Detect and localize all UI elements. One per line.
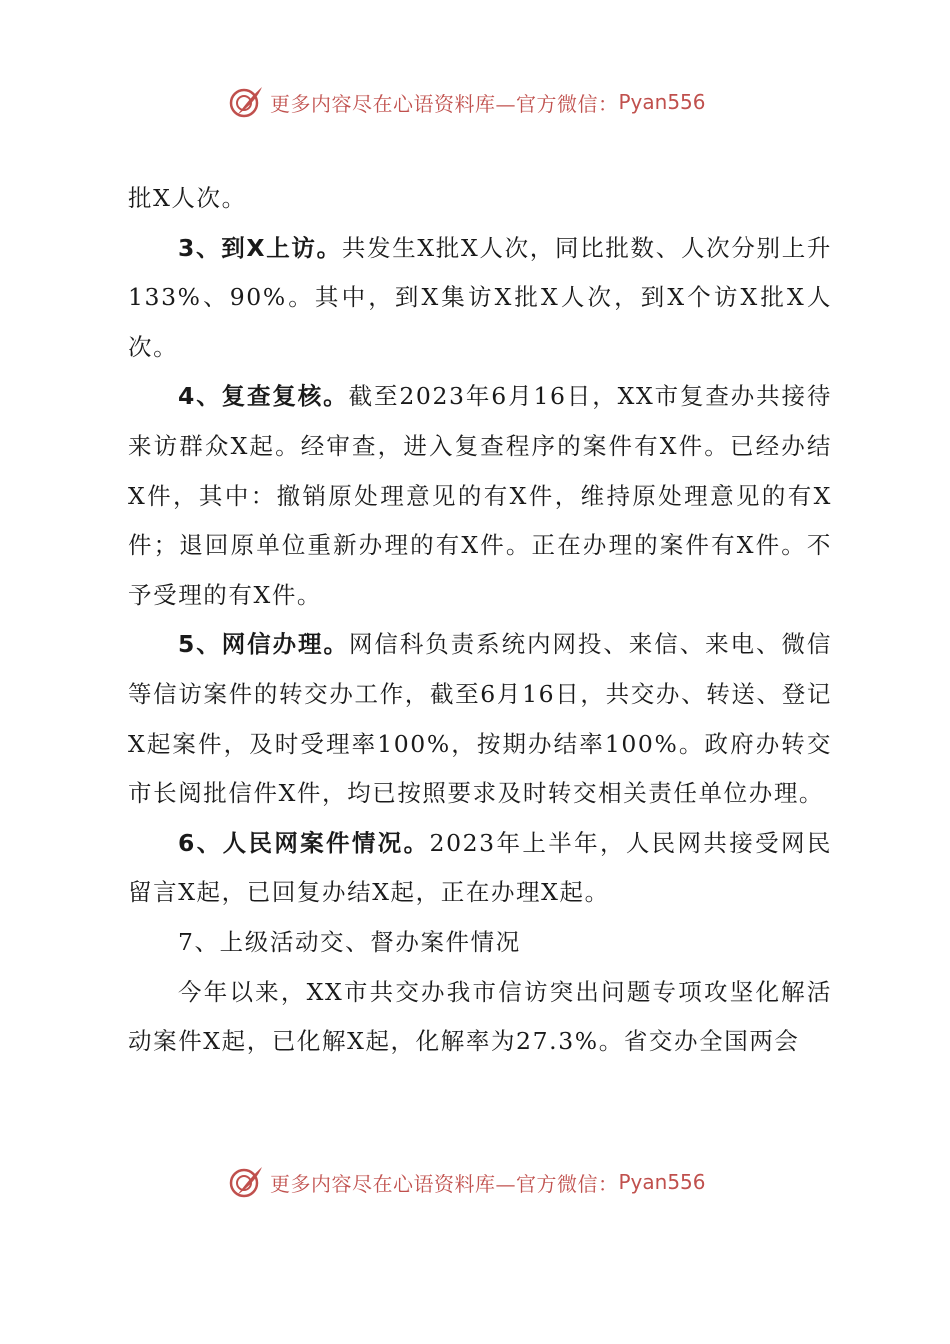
- footer-watermark-banner: [228, 1162, 728, 1202]
- banner-account: Pyan556: [618, 1170, 706, 1194]
- paragraph-body: 网信科负责系统内网投、来信、来电、微信等信访案件的转交办工作，截至6月16日，共交办、转送、登记X起案件，及时受理率100%，按期办结率100%。政府办转交市长阅批信件X件，均已按照要求及时转交相关责任单位办理。: [128, 630, 832, 808]
- paragraph-body: 7、上级活动交、督办案件情况: [178, 927, 521, 956]
- paragraph-body: 共发生X批X人次，同比批数、人次分别上升133%、90%。其中，到X集访X批X人次，到X个访X批X人次。: [128, 233, 832, 361]
- paragraph-review: [128, 372, 832, 620]
- paragraph-heading: 3、到X上访。: [178, 233, 342, 262]
- header-watermark-banner: [228, 82, 728, 122]
- paragraph-heading: 6、人民网案件情况。: [178, 828, 430, 857]
- paragraph-body: 2023年上半年，人民网共接受网民留言X起，已回复办结X起，正在办理X起。: [128, 828, 832, 907]
- paragraph-visits: [128, 224, 832, 373]
- feather-logo-icon: [228, 84, 264, 120]
- paragraph-heading: 5、网信办理。: [178, 630, 349, 659]
- paragraph-heading: 4、复查复核。: [178, 382, 349, 411]
- banner-text: 更多内容尽在心语资料库—官方微信：: [270, 91, 619, 116]
- banner-text: 更多内容尽在心语资料库—官方微信：: [270, 1171, 619, 1196]
- paragraph-section-7-title: [128, 918, 832, 968]
- paragraph-online: [128, 620, 832, 818]
- paragraph-section-7-body: [128, 968, 832, 1067]
- paragraph-continuation: [128, 174, 832, 224]
- document-body: [128, 174, 832, 1067]
- paragraph-people-net: [128, 819, 832, 918]
- paragraph-body: 截至2023年6月16日，XX市复查办共接待来访群众X起。经审查，进入复查程序的案件有X件。已经办结X件，其中：撤销原处理意见的有X件，维持原处理意见的有X件；退回原单位重新办理的有X件。正在办理的案件有X件。不予受理的有X件。: [128, 382, 832, 609]
- banner-account: Pyan556: [618, 90, 706, 114]
- paragraph-body: 今年以来，XX市共交办我市信访突出问题专项攻坚化解活动案件X起，已化解X起，化解率为27.3%。省交办全国两会: [128, 977, 832, 1056]
- feather-logo-icon: [228, 1164, 264, 1200]
- paragraph-body: 批X人次。: [128, 184, 247, 212]
